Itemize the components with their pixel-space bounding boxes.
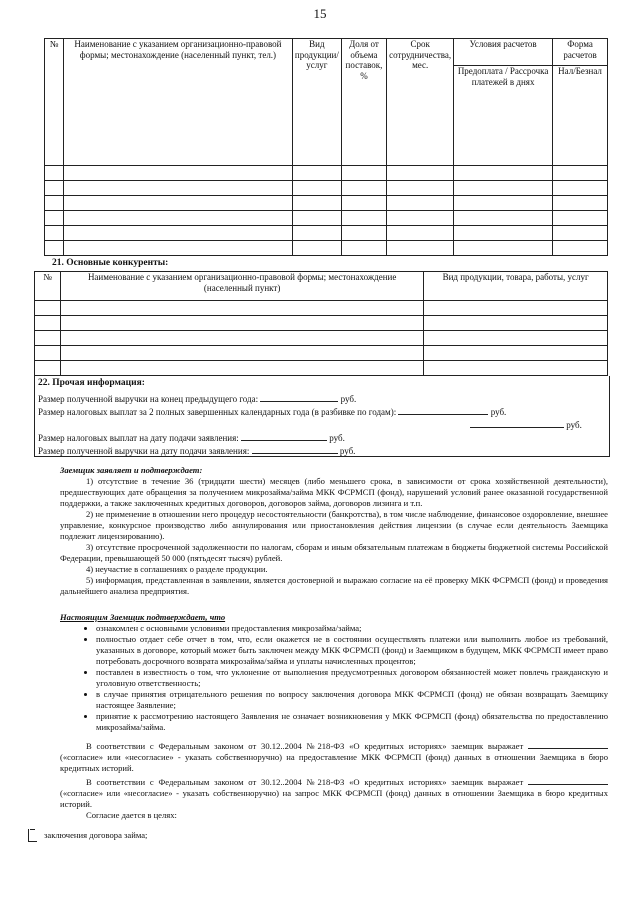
tax-payments-date-field[interactable] <box>241 431 327 441</box>
col-form-header: Форма расчетов <box>553 39 608 66</box>
consent-purpose: Согласие дается в целях: <box>86 810 177 820</box>
table-row[interactable] <box>45 166 608 181</box>
revenue-prev-year-line: Размер полученной выручки на конец предыдущего года: руб. <box>38 394 357 404</box>
consent-1-field[interactable] <box>528 739 608 749</box>
comp-col-no-header: № <box>35 272 61 301</box>
col-no-header: № <box>45 39 64 166</box>
consent-2-field[interactable] <box>528 775 608 785</box>
col-cash-header: Нал/Безнал <box>553 66 608 166</box>
list-item: • в случае принятия отрицательного решения по вопросу заключения договора МКК ФСРМСП (фонд) не обязан возвращать Заемщику настоящее Заявление; <box>96 689 608 711</box>
declaration-item-3: 3) отсутствие просроченной задолженности по налогам, сборам и иным обязательным платежам в бюджеты бюджетной системы Российской Федерации, превышающей 50 000 (пятьдесят тысяч) рублей. <box>60 542 608 563</box>
revenue-prev-year-field[interactable] <box>260 392 338 402</box>
table-row[interactable] <box>35 361 608 376</box>
col-name-header: Наименование с указанием организационно-правовой формы; местонахождение (населенный пункт, тел.) <box>63 39 292 166</box>
page-number: 15 <box>313 6 327 21</box>
table-row[interactable] <box>35 316 608 331</box>
col-prepay-header: Предоплата / Рассрочка платежей в днях <box>454 66 553 166</box>
col-share-header: Доля от объема поставок, % <box>341 39 386 166</box>
revenue-date-field[interactable] <box>252 444 338 454</box>
comp-col-product-header: Вид продукции, товара, работы, услуг <box>424 272 608 301</box>
confirmation-heading: Настоящим Заемщик подтверждает, что <box>60 612 226 622</box>
purpose-item-1: заключения договора займа; <box>44 830 148 840</box>
tax-payments-year1-field[interactable] <box>398 405 488 415</box>
declaration-item-1: 1) отсутствие в течение 36 (тридцати шести) месяцев (либо меньшего срока, в зависимости от срока хозяйственной деятельности), предшествующих дате обращения за получением микрозайма/займа МКК ФСРМСП (фонд), нарушений условий ранее оказанной государственной поддержки, а также заключенных кредитных договоров, договоров займа, договоров лизинга и т.п. <box>60 476 608 508</box>
section-21-title: 21. Основные конкуренты: <box>52 258 169 268</box>
consent-block-1: В соответствии с Федеральным законом от 30.12..2004 №218-ФЗ «О кредитных историях» заемщик выражает («согласие» или «несогласие» - указать собственноручно) на предоставление МКК ФСРМСП (фонд) данных в отношении Заемщика в бюро кредитных историй. <box>60 741 608 773</box>
declaration-heading: Заемщик заявляет и подтверждает: <box>60 465 203 475</box>
comp-col-name-header: Наименование с указанием организационно-правовой формы; местонахождение (населенный пункт) <box>60 272 423 301</box>
table-row[interactable] <box>35 301 608 316</box>
section-22-title: 22. Прочая информация: <box>38 378 145 388</box>
list-item: • ознакомлен с основными условиями предоставления микрозайма/займа; <box>96 623 608 634</box>
list-item: • полностью отдает себе отчет в том, что, если окажется не в состоянии осуществлять платежи или выполнить любое из требований, указанных в договоре, который может быть заключен между МКК ФСРМСП (фонд) и Заемщиком в будущем, МКК ФСРМСП имеет право потребовать досрочного возврата микрозайма/займа и уплаты начисленных процентов; <box>96 634 608 667</box>
purpose-checkbox[interactable] <box>28 829 37 842</box>
declaration-block <box>60 465 608 597</box>
list-item: • поставлен в известность о том, что уклонение от выполнения предусмотренных договором обязанностей может повлечь гражданскую и уголовную ответственность; <box>96 667 608 689</box>
table-row[interactable] <box>35 346 608 361</box>
col-term-header: Срок сотрудничества, мес. <box>387 39 454 166</box>
table-row[interactable] <box>45 181 608 196</box>
table-row[interactable] <box>45 211 608 226</box>
table-row[interactable] <box>45 241 608 256</box>
table-row[interactable] <box>35 331 608 346</box>
tax-payments-year2-line: руб. <box>470 418 582 430</box>
declaration-item-4: 4) неучастие в соглашениях о разделе продукции. <box>86 564 268 574</box>
tax-payments-date-line: Размер налоговых выплат на дату подачи заявления: руб. <box>38 433 345 443</box>
suppliers-table <box>44 38 608 256</box>
col-terms-header: Условия расчетов <box>454 39 553 66</box>
declaration-item-5: 5) информация, представленная в заявлении, является достоверной и выражаю согласие на её проверку МКК ФСРМСП (фонд) и проведения дальнейшего анализа предприятия. <box>60 575 608 596</box>
tax-payments-year2-field[interactable] <box>470 418 564 428</box>
table-row[interactable] <box>45 226 608 241</box>
table-row[interactable] <box>45 196 608 211</box>
consent-block-2: В соответствии с Федеральным законом от 30.12..2004 №218-ФЗ «О кредитных историях» заемщик выражает («согласие» или «несогласие» - указать собственноручно) на запрос МКК ФСРМСП (фонд) данных в отношении Заемщика в бюро кредитных историй. <box>60 777 608 809</box>
confirmation-list <box>60 623 608 733</box>
confirmation-block <box>60 612 608 733</box>
col-product-header: Вид продукции/услуг <box>292 39 341 166</box>
list-item: • принятие к рассмотрению настоящего Заявления не означает возникновения у МКК ФСРМСП (фонд) обязательства по предоставлению микрозайма/займа. <box>96 711 608 733</box>
competitors-table <box>34 271 608 376</box>
revenue-date-line: Размер полученной выручки на дату подачи заявления: руб. <box>38 446 356 456</box>
tax-payments-2y-line: Размер налоговых выплат за 2 полных завершенных календарных года (в разбивке по годам): руб. <box>38 407 507 417</box>
declaration-item-2: 2) не применение в отношении него процедур несостоятельности (банкротства), в том числе наблюдение, финансовое оздоровление, внешнее управление, конкурсное производство либо аннулирования или приостановления действия лицензии (в случае если деятельность Заемщика подлежит лицензированию). <box>60 509 608 541</box>
